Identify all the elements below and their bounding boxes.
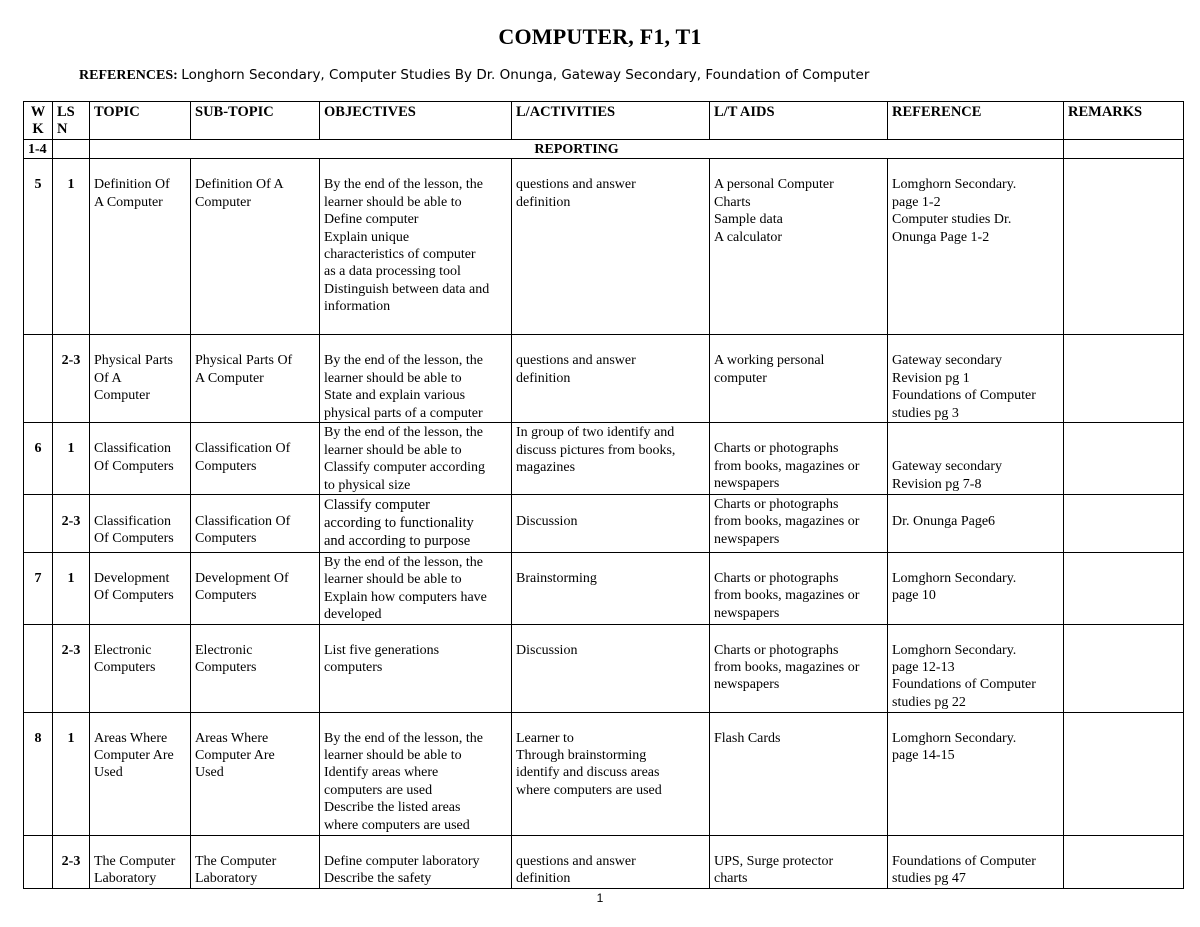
activities-cell: Discussion — [512, 624, 710, 712]
header-topic: TOPIC — [90, 102, 191, 140]
subtopic-cell: Classification Of Computers — [191, 495, 320, 553]
topic-cell: Classification Of Computers — [90, 495, 191, 553]
table-row — [24, 712, 1184, 835]
topic-cell: Electronic Computers — [90, 624, 191, 712]
header-objectives: OBJECTIVES — [320, 102, 512, 140]
references-label: REFERENCES: — [79, 68, 178, 83]
activities-cell: questions and answer definition — [512, 335, 710, 423]
aids-cell: Flash Cards — [710, 712, 888, 835]
topic-cell: Physical Parts Of A Computer — [90, 335, 191, 423]
header-wk: W K — [24, 102, 53, 140]
remarks-cell — [1064, 335, 1184, 423]
reference-cell: Foundations of Computer studies pg 47 — [888, 835, 1064, 888]
header-row — [24, 102, 1184, 140]
objectives-cell: By the end of the lesson, the learner should be able to Explain how computers have developed — [320, 553, 512, 625]
remarks-cell — [1064, 624, 1184, 712]
week-cell — [24, 624, 53, 712]
topic-cell: Definition Of A Computer — [90, 159, 191, 335]
table-row — [24, 624, 1184, 712]
scheme-of-work-table — [23, 101, 1184, 889]
remarks-cell — [1064, 495, 1184, 553]
header-remarks: REMARKS — [1064, 102, 1184, 140]
remarks-cell — [1064, 835, 1184, 888]
activities-cell: Discussion — [512, 495, 710, 553]
lesson-cell: 2-3 — [53, 495, 90, 553]
week-cell — [24, 335, 53, 423]
week-cell: 6 — [24, 423, 53, 495]
reference-cell: Lomghorn Secondary. page 14-15 — [888, 712, 1064, 835]
week-cell — [24, 495, 53, 553]
objectives-cell: By the end of the lesson, the learner should be able to Identify areas where computers are used Describe the listed areas where computers are used — [320, 712, 512, 835]
table-row — [24, 835, 1184, 888]
lesson-cell: 1 — [53, 553, 90, 625]
objectives-cell: By the end of the lesson, the learner should be able to Classify computer according to physical size — [320, 423, 512, 495]
reference-cell: Gateway secondary Revision pg 1 Foundations of Computer studies pg 3 — [888, 335, 1064, 423]
header-aids: L/T AIDS — [710, 102, 888, 140]
subtopic-cell: Electronic Computers — [191, 624, 320, 712]
aids-cell: Charts or photographs from books, magazines or newspapers — [710, 495, 888, 553]
table-row — [24, 159, 1184, 335]
objectives-cell: By the end of the lesson, the learner should be able to State and explain various physical parts of a computer — [320, 335, 512, 423]
lesson-cell: 1 — [53, 712, 90, 835]
topic-cell: Classification Of Computers — [90, 423, 191, 495]
reference-cell: Dr. Onunga Page6 — [888, 495, 1064, 553]
objectives-cell: Define computer laboratory Describe the safety — [320, 835, 512, 888]
header-lsn: LS N — [53, 102, 90, 140]
table-row — [24, 335, 1184, 423]
header-reference: REFERENCE — [888, 102, 1064, 140]
subtopic-cell: Areas Where Computer Are Used — [191, 712, 320, 835]
lesson-cell: 2-3 — [53, 624, 90, 712]
page-number: 1 — [596, 891, 604, 905]
lesson-cell: 1 — [53, 159, 90, 335]
reporting-row — [24, 140, 1184, 159]
subtopic-cell: The Computer Laboratory — [191, 835, 320, 888]
objectives-cell: By the end of the lesson, the learner should be able to Define computer Explain unique characteristics of computer as a data processing tool Distinguish between data and information — [320, 159, 512, 335]
remarks-cell — [1064, 553, 1184, 625]
reference-cell: Lomghorn Secondary. page 12-13 Foundations of Computer studies pg 22 — [888, 624, 1064, 712]
week-cell: 7 — [24, 553, 53, 625]
aids-cell: A personal Computer Charts Sample data A calculator — [710, 159, 888, 335]
activities-cell: Brainstorming — [512, 553, 710, 625]
activities-cell: In group of two identify and discuss pictures from books, magazines — [512, 423, 710, 495]
aids-cell: Charts or photographs from books, magazines or newspapers — [710, 553, 888, 625]
references-line — [79, 67, 869, 84]
aids-cell: A working personal computer — [710, 335, 888, 423]
activities-cell: Learner to Through brainstorming identify and discuss areas where computers are used — [512, 712, 710, 835]
subtopic-cell: Physical Parts Of A Computer — [191, 335, 320, 423]
subtopic-cell: Classification Of Computers — [191, 423, 320, 495]
week-cell: 5 — [24, 159, 53, 335]
remarks-cell — [1064, 159, 1184, 335]
lesson-cell: 2-3 — [53, 335, 90, 423]
week-cell: 8 — [24, 712, 53, 835]
table-row — [24, 423, 1184, 495]
remarks-cell — [1064, 423, 1184, 495]
lesson-cell: 1 — [53, 423, 90, 495]
aids-cell: Charts or photographs from books, magazines or newspapers — [710, 423, 888, 495]
subtopic-cell: Development Of Computers — [191, 553, 320, 625]
aids-cell: UPS, Surge protector charts — [710, 835, 888, 888]
topic-cell: Development Of Computers — [90, 553, 191, 625]
reporting-week: 1-4 — [24, 140, 53, 159]
subtopic-cell: Definition Of A Computer — [191, 159, 320, 335]
activities-cell: questions and answer definition — [512, 835, 710, 888]
activities-cell: questions and answer definition — [512, 159, 710, 335]
topic-cell: Areas Where Computer Are Used — [90, 712, 191, 835]
reference-cell: Gateway secondary Revision pg 7-8 — [888, 423, 1064, 495]
objectives-cell: Classify computer according to functionality and according to purpose — [320, 495, 512, 553]
table-row — [24, 553, 1184, 625]
document-title: COMPUTER, F1, T1 — [498, 24, 702, 49]
header-activities: L/ACTIVITIES — [512, 102, 710, 140]
table-row — [24, 495, 1184, 553]
lesson-cell: 2-3 — [53, 835, 90, 888]
header-subtopic: SUB-TOPIC — [191, 102, 320, 140]
reference-cell: Lomghorn Secondary. page 1-2 Computer studies Dr. Onunga Page 1-2 — [888, 159, 1064, 335]
references-text: Longhorn Secondary, Computer Studies By Dr. Onunga, Gateway Secondary, Foundation of Computer — [181, 67, 870, 83]
remarks-cell — [1064, 712, 1184, 835]
objectives-cell: List five generations computers — [320, 624, 512, 712]
topic-cell: The Computer Laboratory — [90, 835, 191, 888]
week-cell — [24, 835, 53, 888]
aids-cell: Charts or photographs from books, magazines or newspapers — [710, 624, 888, 712]
reference-cell: Lomghorn Secondary. page 10 — [888, 553, 1064, 625]
reporting-label: REPORTING — [90, 140, 1064, 159]
